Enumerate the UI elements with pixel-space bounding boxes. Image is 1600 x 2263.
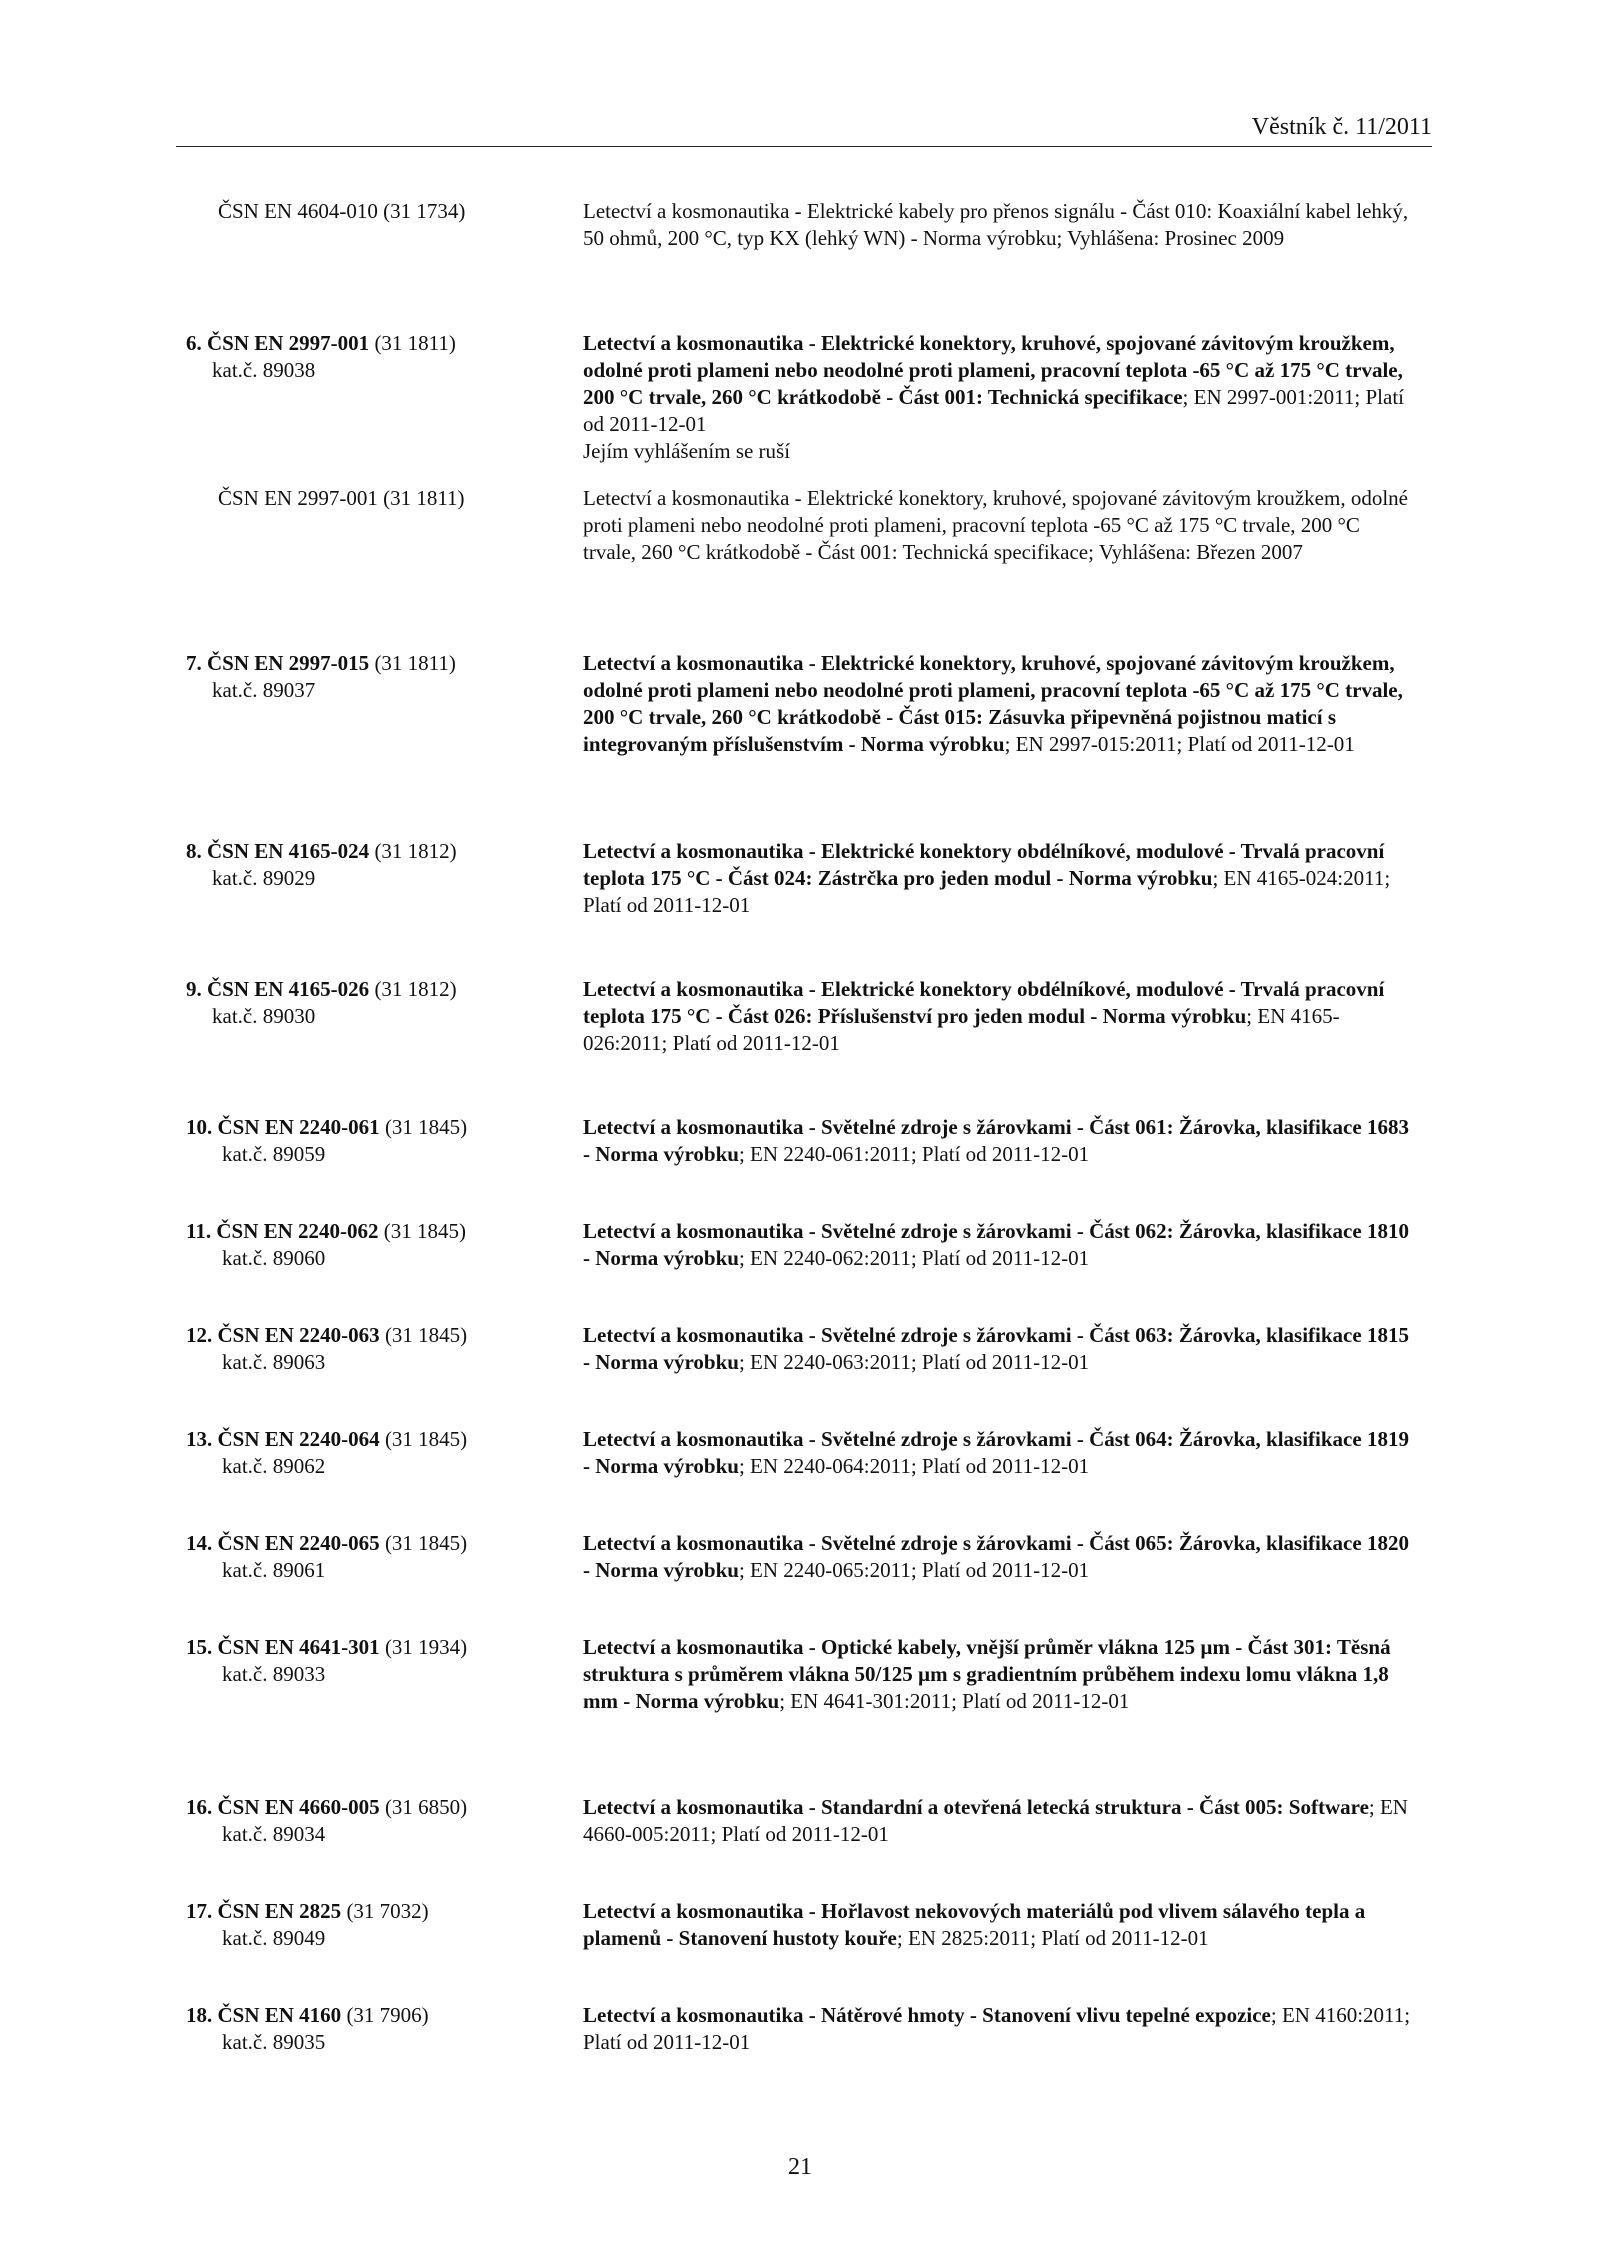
standard-designation — [0, 1794, 583, 1848]
standard-entry — [0, 485, 1415, 566]
standard-title — [583, 1530, 1415, 1584]
standard-designation — [0, 1426, 583, 1480]
entry-number: 13. — [186, 1427, 213, 1451]
catalog-number: kat.č. 89037 — [212, 678, 316, 702]
entry-number: 7. — [186, 651, 202, 675]
catalog-number: kat.č. 89038 — [212, 358, 316, 382]
title-regular: ; EN 2997-001:2011; Platí od 2011-12-01 — [583, 385, 1404, 436]
title-regular: Letectví a kosmonautika - Elektrické konektory, kruhové, spojované závitovým kroužkem, odolné proti plameni nebo neodolné proti plameni, pracovní teplota -65 °C až 175 °C trvale, 200 °C trvale, 260 °C krátkodobě - Část 001: Technická specifikace; Vyhlášena: Březen 2007 — [583, 486, 1408, 564]
title-bold: Letectví a kosmonautika - Optické kabely, vnější průměr vlákna 125 µm - Část 301: Těsná struktura s průměrem vlákna 50/125 µm s gradientním průběhem indexu lomu vlákna 1,8 mm - Norma výrobku — [583, 1635, 1391, 1713]
standard-class: (31 7906) — [346, 2003, 429, 2027]
title-regular: ; EN 2240-061:2011; Platí od 2011-12-01 — [738, 1142, 1090, 1166]
standard-code: ČSN EN 2240-064 — [217, 1427, 380, 1451]
title-regular: ; EN 2240-062:2011; Platí od 2011-12-01 — [738, 1246, 1090, 1270]
page-header — [176, 110, 1432, 147]
title-bold: Letectví a kosmonautika - Nátěrové hmoty - Stanovení vlivu tepelné expozice — [583, 2003, 1271, 2027]
title-bold: Letectví a kosmonautika - Hořlavost nekovových materiálů pod vlivem sálavého tepla a plamenů - Stanovení hustoty kouře — [583, 1899, 1366, 1950]
catalog-number: kat.č. 89049 — [222, 1926, 326, 1950]
standard-title — [583, 1794, 1415, 1848]
title-bold: Letectví a kosmonautika - Elektrické konektory obdélníkové, modulové - Trvalá pracovní teplota 175 °C - Část 026: Příslušenství pro jeden modul - Norma výrobku — [583, 977, 1385, 1028]
standard-code: ČSN EN 2240-063 — [217, 1323, 380, 1347]
standard-title — [583, 838, 1415, 919]
entry-number: 10. — [186, 1115, 213, 1139]
title-regular: Letectví a kosmonautika - Elektrické kabely pro přenos signálu - Část 010: Koaxiální kabel lehký, 50 ohmů, 200 °C, typ KX (lehký WN) - Norma výrobku; Vyhlášena: Prosinec 2009 — [583, 199, 1409, 250]
standard-designation — [0, 330, 583, 384]
title-regular: ; EN 2997-015:2011; Platí od 2011-12-01 — [1004, 732, 1355, 756]
standard-code-line — [0, 2002, 583, 2029]
standard-entry — [0, 198, 1415, 252]
standard-class: (31 1845) — [384, 1323, 468, 1347]
standard-class: (31 1845) — [383, 1219, 467, 1243]
standard-entry — [0, 976, 1415, 1057]
title-regular: ; EN 4165-024:2011; Platí od 2011-12-01 — [583, 866, 1391, 917]
replacement-note: Jejím vyhlášením se ruší — [583, 439, 791, 463]
standard-class: (31 1845) — [384, 1427, 468, 1451]
title-regular: ; EN 4641-301:2011; Platí od 2011-12-01 — [779, 1689, 1130, 1713]
standard-designation — [0, 2002, 583, 2056]
standard-code: ČSN EN 2240-062 — [216, 1219, 379, 1243]
standard-code: ČSN EN 4165-024 — [207, 839, 370, 863]
standard-code: ČSN EN 4660-005 — [217, 1795, 380, 1819]
title-regular: ; EN 2825:2011; Platí od 2011-12-01 — [896, 1926, 1209, 1950]
standard-designation — [0, 1530, 583, 1584]
bulletin-title: Věstník č. 11/2011 — [1251, 114, 1432, 140]
standard-code-line — [0, 1218, 583, 1245]
standard-class: (31 1811) — [374, 331, 456, 355]
standard-title — [583, 1114, 1415, 1168]
title-regular: ; EN 4160:2011; Platí od 2011-12-01 — [583, 2003, 1411, 2054]
standard-code-line — [0, 198, 583, 225]
standard-code: ČSN EN 2997-001 — [207, 331, 370, 355]
title-regular: ; EN 4660-005:2011; Platí od 2011-12-01 — [583, 1795, 1408, 1846]
standard-code-line — [0, 976, 583, 1003]
standard-entry — [0, 1322, 1415, 1376]
standard-code: ČSN EN 2997-001 (31 1811) — [218, 486, 465, 510]
entry-number: 9. — [186, 977, 202, 1001]
entry-number: 11. — [186, 1219, 212, 1243]
catalog-number: kat.č. 89063 — [222, 1350, 326, 1374]
title-regular: ; EN 2240-063:2011; Platí od 2011-12-01 — [738, 1350, 1090, 1374]
standard-class: (31 7032) — [346, 1899, 429, 1923]
standard-code-line — [0, 1634, 583, 1661]
entry-number: 17. — [186, 1899, 213, 1923]
standard-code: ČSN EN 2997-015 — [207, 651, 370, 675]
standard-code-line — [0, 1794, 583, 1821]
title-bold: Letectví a kosmonautika - Elektrické konektory obdélníkové, modulové - Trvalá pracovní teplota 175 °C - Část 024: Zástrčka pro jeden modul - Norma výrobku — [583, 839, 1385, 890]
title-regular: ; EN 4165-026:2011; Platí od 2011-12-01 — [583, 1004, 1340, 1055]
entry-number: 18. — [186, 2003, 213, 2027]
catalog-number: kat.č. 89061 — [222, 1558, 326, 1582]
entry-number: 15. — [186, 1635, 213, 1659]
page-number: 21 — [788, 2154, 812, 2180]
standard-code-line — [0, 1322, 583, 1349]
standard-designation — [0, 485, 583, 512]
standard-title — [583, 1426, 1415, 1480]
title-bold: Letectví a kosmonautika - Světelné zdroje s žárovkami - Část 064: Žárovka, klasifikace 1819 - Norma výrobku — [583, 1427, 1409, 1478]
standard-entry — [0, 2002, 1415, 2056]
standard-title — [583, 485, 1415, 566]
standard-entry — [0, 330, 1415, 465]
standard-designation — [0, 1322, 583, 1376]
standard-class: (31 1845) — [384, 1115, 468, 1139]
standard-title — [583, 1634, 1415, 1715]
standard-title — [583, 650, 1415, 758]
standard-class: (31 6850) — [384, 1795, 468, 1819]
standard-entry — [0, 1218, 1415, 1272]
standard-code-line — [0, 1530, 583, 1557]
standard-code: ČSN EN 4641-301 — [217, 1635, 380, 1659]
title-bold: Letectví a kosmonautika - Elektrické konektory, kruhové, spojované závitovým kroužkem, odolné proti plameni nebo neodolné proti plameni, pracovní teplota -65 °C až 175 °C trvale, 200 °C trvale, 260 °C krátkodobě - Část 001: Technická specifikace — [583, 331, 1403, 409]
standard-code-line — [0, 1114, 583, 1141]
standard-entry — [0, 650, 1415, 758]
standard-designation — [0, 976, 583, 1030]
catalog-number: kat.č. 89060 — [222, 1246, 326, 1270]
standard-code: ČSN EN 2240-061 — [217, 1115, 380, 1139]
standard-code: ČSN EN 4604-010 (31 1734) — [218, 199, 466, 223]
standard-designation — [0, 1634, 583, 1688]
entry-number: 12. — [186, 1323, 213, 1347]
standard-entry — [0, 838, 1415, 919]
entry-number: 14. — [186, 1531, 213, 1555]
standard-title — [583, 1218, 1415, 1272]
standard-title — [583, 1322, 1415, 1376]
standard-designation — [0, 650, 583, 704]
title-regular: ; EN 2240-065:2011; Platí od 2011-12-01 — [738, 1558, 1090, 1582]
standard-code-line — [0, 1426, 583, 1453]
title-regular: ; EN 2240-064:2011; Platí od 2011-12-01 — [738, 1454, 1090, 1478]
standard-designation — [0, 1218, 583, 1272]
standard-designation — [0, 1898, 583, 1952]
standard-designation — [0, 198, 583, 225]
standard-code: ČSN EN 4160 — [217, 2003, 342, 2027]
standard-designation — [0, 1114, 583, 1168]
standard-code-line — [0, 838, 583, 865]
standard-code-line — [0, 1898, 583, 1925]
standard-code-line — [0, 650, 583, 677]
standard-code: ČSN EN 2240-065 — [217, 1531, 380, 1555]
title-bold: Letectví a kosmonautika - Standardní a otevřená letecká struktura - Část 005: Software — [583, 1795, 1369, 1819]
standard-class: (31 1812) — [374, 977, 457, 1001]
catalog-number: kat.č. 89034 — [222, 1822, 326, 1846]
catalog-number: kat.č. 89059 — [222, 1142, 326, 1166]
standard-entry — [0, 1114, 1415, 1168]
catalog-number: kat.č. 89033 — [222, 1662, 326, 1686]
standard-entry — [0, 1794, 1415, 1848]
standard-entry — [0, 1530, 1415, 1584]
title-bold: Letectví a kosmonautika - Světelné zdroje s žárovkami - Část 063: Žárovka, klasifikace 1815 - Norma výrobku — [583, 1323, 1409, 1374]
catalog-number: kat.č. 89029 — [212, 866, 316, 890]
title-bold: Letectví a kosmonautika - Světelné zdroje s žárovkami - Část 061: Žárovka, klasifikace 1683 - Norma výrobku — [583, 1115, 1409, 1166]
standard-entry — [0, 1898, 1415, 1952]
standard-class: (31 1934) — [384, 1635, 468, 1659]
standard-title — [583, 976, 1415, 1057]
entry-number: 8. — [186, 839, 202, 863]
standard-title — [583, 330, 1415, 465]
standard-title — [583, 2002, 1415, 2056]
catalog-number: kat.č. 89062 — [222, 1454, 326, 1478]
catalog-number: kat.č. 89035 — [222, 2030, 326, 2054]
standard-code: ČSN EN 4165-026 — [207, 977, 370, 1001]
standard-class: (31 1845) — [384, 1531, 468, 1555]
catalog-number: kat.č. 89030 — [212, 1004, 316, 1028]
standard-code: ČSN EN 2825 — [217, 1899, 342, 1923]
standard-class: (31 1812) — [374, 839, 457, 863]
standard-designation — [0, 838, 583, 892]
standard-entry — [0, 1634, 1415, 1715]
title-bold: Letectví a kosmonautika - Elektrické konektory, kruhové, spojované závitovým kroužkem, odolné proti plameni nebo neodolné proti plameni, pracovní teplota -65 °C až 175 °C trvale, 200 °C trvale, 260 °C krátkodobě - Část 015: Zásuvka připevněná pojistnou maticí s integrovaným příslušenstvím - Norma výrobku — [583, 651, 1403, 756]
standard-title — [583, 1898, 1415, 1952]
standard-title — [583, 198, 1415, 252]
title-bold: Letectví a kosmonautika - Světelné zdroje s žárovkami - Část 062: Žárovka, klasifikace 1810 - Norma výrobku — [583, 1219, 1409, 1270]
standard-class: (31 1811) — [374, 651, 456, 675]
standard-code-line — [0, 485, 583, 512]
entry-number: 6. — [186, 331, 202, 355]
standard-code-line — [0, 330, 583, 357]
standard-entry — [0, 1426, 1415, 1480]
title-bold: Letectví a kosmonautika - Světelné zdroje s žárovkami - Část 065: Žárovka, klasifikace 1820 - Norma výrobku — [583, 1531, 1409, 1582]
entry-number: 16. — [186, 1795, 213, 1819]
